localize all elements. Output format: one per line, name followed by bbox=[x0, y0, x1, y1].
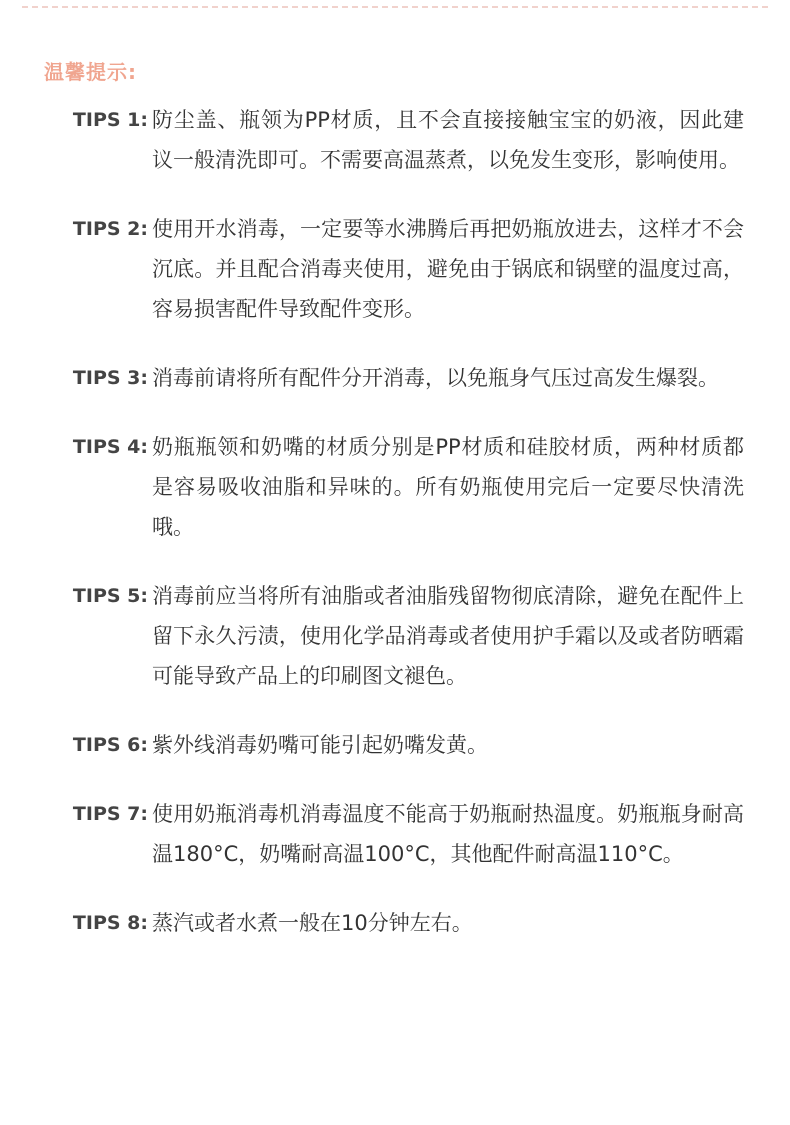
tip-label: TIPS 2: bbox=[72, 218, 148, 240]
tip-label: TIPS 5: bbox=[72, 585, 148, 607]
tip-item-1 bbox=[0, 100, 790, 180]
top-dashed-divider bbox=[22, 6, 768, 8]
tip-label: TIPS 1: bbox=[72, 109, 148, 131]
tip-text: 防尘盖、瓶领为PP材质，且不会直接接触宝宝的奶液，因此建议一般清洗即可。不需要高温蒸煮，以免发生变形，影响使用。 bbox=[152, 108, 744, 172]
tip-item-5 bbox=[0, 576, 790, 696]
tip-label: TIPS 6: bbox=[72, 734, 148, 756]
tip-text: 奶瓶瓶领和奶嘴的材质分别是PP材质和硅胶材质，两种材质都是容易吸收油脂和异味的。所有奶瓶使用完后一定要尽快清洗哦。 bbox=[152, 435, 744, 539]
tips-list bbox=[0, 100, 790, 943]
tip-text: 使用开水消毒，一定要等水沸腾后再把奶瓶放进去，这样才不会沉底。并且配合消毒夹使用，避免由于锅底和锅壁的温度过高，容易损害配件导致配件变形。 bbox=[152, 217, 744, 321]
tip-item-7 bbox=[0, 794, 790, 874]
tip-text: 使用奶瓶消毒机消毒温度不能高于奶瓶耐热温度。奶瓶瓶身耐高温180°C，奶嘴耐高温100°C，其他配件耐高温110°C。 bbox=[152, 802, 744, 866]
tip-item-8 bbox=[0, 903, 790, 943]
tip-text: 消毒前请将所有配件分开消毒，以免瓶身气压过高发生爆裂。 bbox=[152, 366, 719, 390]
tip-text: 消毒前应当将所有油脂或者油脂残留物彻底清除，避免在配件上留下永久污渍，使用化学品消毒或者使用护手霜以及或者防晒霜可能导致产品上的印刷图文褪色。 bbox=[152, 584, 744, 688]
tip-label: TIPS 3: bbox=[72, 367, 148, 389]
tip-item-6 bbox=[0, 725, 790, 765]
tip-text: 紫外线消毒奶嘴可能引起奶嘴发黄。 bbox=[152, 733, 488, 757]
tip-label: TIPS 4: bbox=[72, 436, 148, 458]
tip-item-4 bbox=[0, 427, 790, 547]
tip-item-2 bbox=[0, 209, 790, 329]
tip-label: TIPS 8: bbox=[72, 912, 148, 934]
section-heading: 温馨提示: bbox=[44, 60, 137, 84]
tip-item-3 bbox=[0, 358, 790, 398]
tip-text: 蒸汽或者水煮一般在10分钟左右。 bbox=[152, 911, 473, 935]
tip-label: TIPS 7: bbox=[72, 803, 148, 825]
